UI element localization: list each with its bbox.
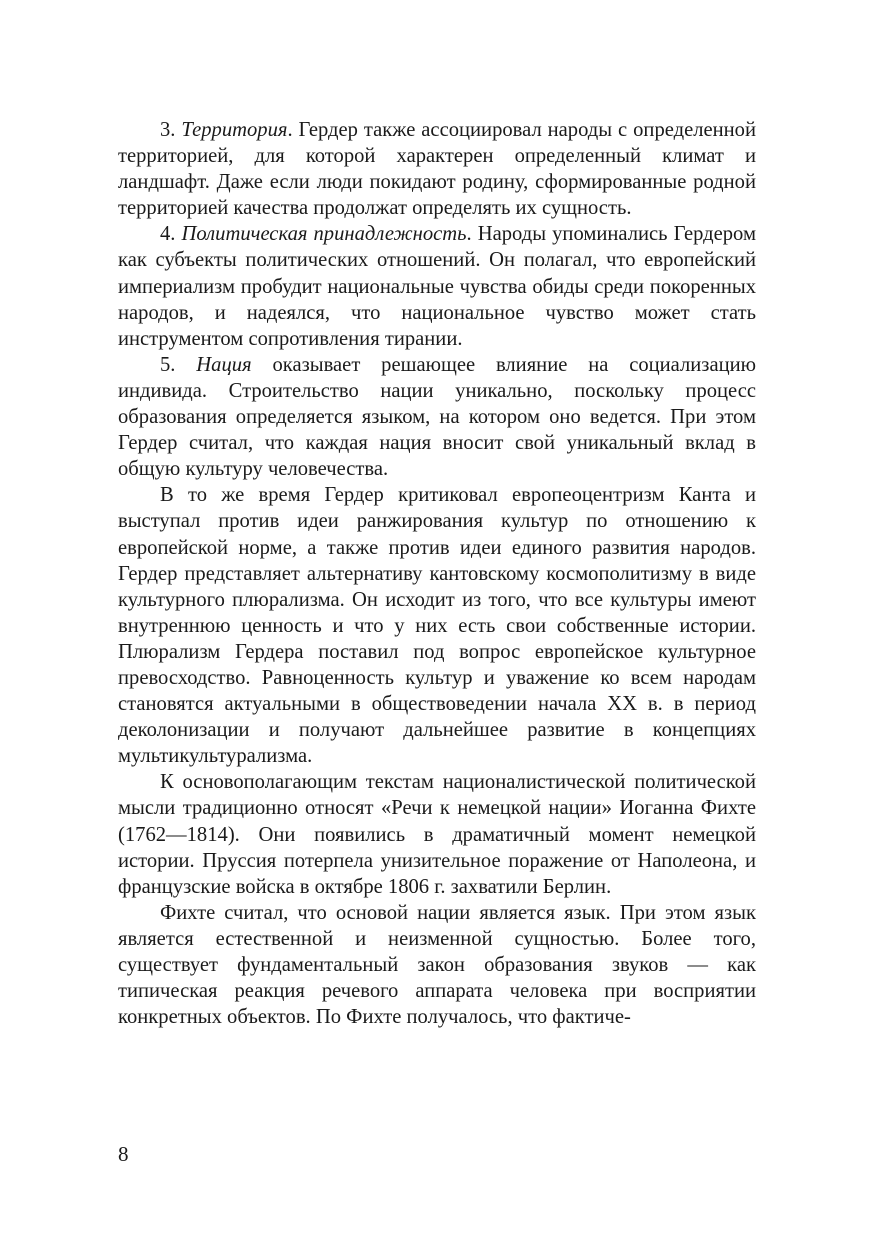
paragraph-text: . Народы упоминались Гердером как субъекты политических отношений. Он полагал, что европейский империализм пробудит национальные чувства обиды среди покоренных народов, и надеялся, что национальное чувство может стать инструментом сопротивления тирании. (118, 223, 756, 350)
paragraph-political-belonging (118, 221, 756, 351)
page-body-text (118, 117, 756, 1030)
item-term: Территория (181, 119, 288, 141)
item-number: 4. (160, 223, 182, 246)
paragraph-territory (118, 117, 756, 221)
paragraph-herder-critique: В то же время Гердер критиковал европеоцентризм Канта и выступал против идеи ранжирования культур по отношению к европейской норме, а также против идеи единого развития народов. Гердер представляет альтернативу кантовскому космополитизму в виде культурного плюрализма. Он исходит из того, что все культуры имеют внутреннюю ценность и что у них есть свои собственные истории. Плюрализм Гердера поставил под вопрос европейское культурное превосходство. Равноценность культур и уважение ко всем народам становятся актуальными в обществоведении начала XX в. в период деколонизации и получают дальнейшее развитие в концепциях мультикультурализма. (118, 484, 756, 768)
paragraph-fichte-language: Фихте считал, что основой нации является язык. При этом язык является естественной и неизменной сущностью. Более того, существует фундаментальный закон образования звуков — как типическая реакция речевого аппарата человека при восприятии конкретных объектов. По Фихте получалось, что фактиче- (118, 901, 756, 1029)
item-number: 3. (160, 119, 182, 141)
paragraph-nation (118, 352, 756, 482)
paragraph-text: . Гердер также ассоциировал народы с определенной территорией, для которой характерен определенный климат и ландшафт. Даже если люди покидают родину, сформированные родной территорией качества продолжат определять их сущность. (118, 119, 756, 220)
item-term: Политическая принадлежность (181, 223, 467, 246)
page-number: 8 (118, 1142, 129, 1166)
item-number: 5. (160, 353, 197, 376)
paragraph-text: оказывает решающее влияние на социализацию индивида. Строительство нации уникально, поскольку процесс образования определяется языком, на котором оно ведется. При этом Гердер считал, что каждая нация вносит свой уникальный вклад в общую культуру человечества. (118, 353, 757, 481)
paragraph-fichte-speeches: К основополагающим текстам националистической политической мысли традиционно относят «Речи к немецкой нации» Иоганна Фихте (1762—1814). Они появились в драматичный момент немецкой истории. Пруссия потерпела унизительное поражение от Наполеона, и французские войска в октябре 1806 г. захватили Берлин. (118, 771, 756, 898)
item-term: Нация (196, 353, 252, 376)
